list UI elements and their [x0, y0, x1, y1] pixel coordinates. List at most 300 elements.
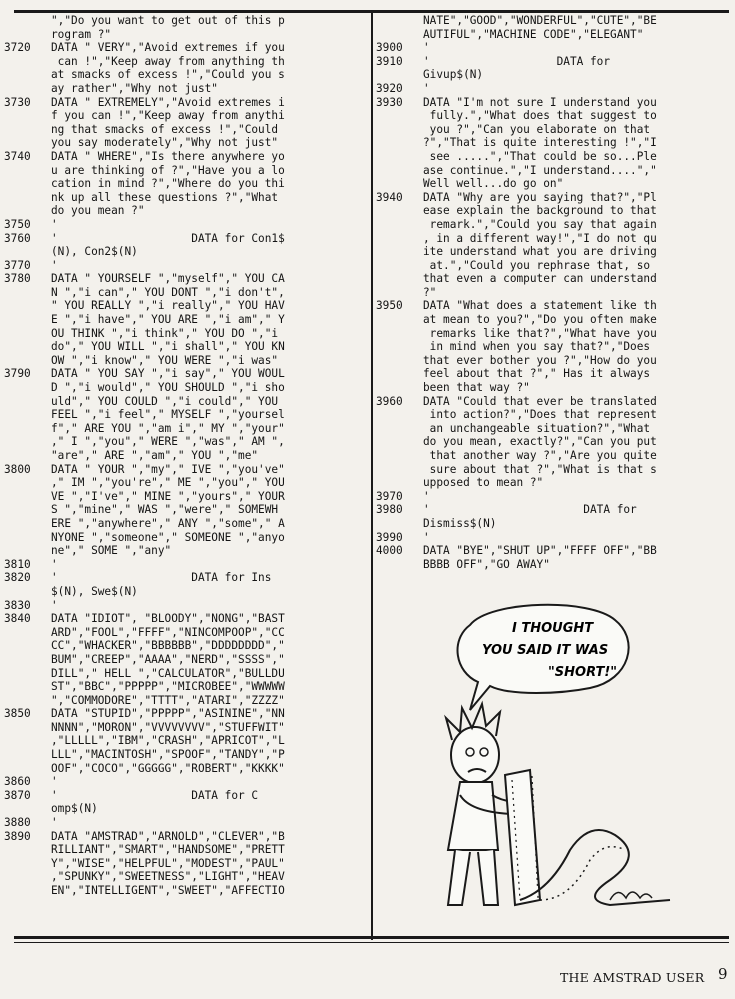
code-text: D ","i would"," YOU SHOULD ","i sho: [51, 381, 285, 395]
line-number: [4, 870, 51, 884]
code-line: [376, 259, 732, 273]
code-line: [4, 55, 364, 69]
code-line: [376, 245, 732, 259]
code-text: ite understand what you are driving: [423, 245, 657, 259]
code-line: [4, 830, 364, 844]
line-number: [376, 177, 423, 191]
code-text: DATA "Could that ever be translated: [423, 394, 657, 408]
code-text: NATE","GOOD","WONDERFUL","CUTE","BE: [423, 14, 657, 27]
code-text: ay rather","Why not just": [51, 81, 218, 95]
line-number: 3770: [4, 258, 31, 272]
code-line: [4, 503, 364, 517]
code-text: ," I ","you"," WERE ","was"," AM ",: [51, 435, 285, 449]
code-text: DATA " VERY","Avoid extremes if you: [51, 41, 285, 55]
line-number: 3870: [4, 788, 31, 802]
code-text: , in a different way!","I do not qu: [423, 231, 657, 245]
code-line: [376, 531, 732, 545]
code-text: E ","i have"," YOU ARE ","i am"," Y: [51, 313, 285, 327]
code-text: ?","That is quite interesting !","I: [423, 136, 657, 150]
line-number: 3860: [4, 775, 31, 789]
code-text: f you can !","Keep away from anythi: [51, 109, 285, 123]
code-line: [4, 313, 364, 327]
code-text: in mind when you say that?","Does: [423, 340, 651, 354]
code-text: Givup$(N): [423, 68, 484, 82]
line-number: [4, 449, 51, 463]
line-number: 3810: [4, 557, 31, 571]
code-text: ' DATA for: [423, 503, 637, 517]
code-line: [4, 734, 364, 748]
code-text: ': [51, 598, 58, 612]
code-text: ease explain the background to that: [423, 204, 657, 218]
code-text: Dismiss$(N): [423, 516, 497, 530]
code-text: DATA " EXTREMELY","Avoid extremes i: [51, 95, 285, 109]
line-number: [4, 721, 51, 735]
code-text: do you mean, exactly?","Can you put: [423, 435, 657, 449]
code-text: ne"," SOME ","any": [51, 544, 172, 558]
code-line: [4, 870, 364, 884]
code-line: [4, 164, 364, 178]
code-line: [376, 340, 732, 354]
code-line: [376, 286, 732, 300]
code-line: [4, 395, 364, 409]
line-number: [376, 286, 423, 300]
code-line: [4, 327, 364, 341]
code-text: sure about that ?","What is that s: [423, 462, 657, 476]
line-number: 3910: [376, 54, 403, 68]
line-number: [376, 408, 423, 422]
code-text: DATA "AMSTRAD","ARNOLD","CLEVER","B: [51, 829, 285, 843]
line-number: [4, 136, 51, 150]
line-number: [376, 28, 423, 42]
code-line: [376, 41, 732, 55]
line-number: [376, 340, 423, 354]
code-text: ase continue.","I understand....",": [423, 163, 657, 177]
line-number: [376, 272, 423, 286]
code-line: [4, 82, 364, 96]
right-column-listing: [376, 14, 732, 571]
code-text: S ","mine"," WAS ","were"," SOMEWH: [51, 503, 279, 517]
line-number: [4, 748, 51, 762]
line-number: [4, 313, 51, 327]
code-line: [376, 463, 732, 477]
code-line: [376, 96, 732, 110]
line-number: [376, 463, 423, 477]
code-text: at mean to you?","Do you often make: [423, 313, 657, 327]
code-line: [4, 884, 364, 898]
line-number: [4, 531, 51, 545]
code-line: [4, 626, 364, 640]
code-text: DATA "Why are you saying that?","Pl: [423, 190, 657, 204]
code-text: NNNN","MORON","VVVVVVVV","STUFFWIT": [51, 720, 285, 734]
code-line: [4, 775, 364, 789]
code-text: remark.","Could you say that again: [423, 217, 657, 231]
line-number: [4, 55, 51, 69]
code-text: see .....","That could be so...Ple: [423, 149, 657, 163]
code-text: ': [423, 81, 430, 95]
code-line: [4, 204, 364, 218]
line-number: 3980: [376, 503, 403, 517]
code-text: DATA " YOUR ","my"," IVE ","you've": [51, 462, 285, 476]
line-number: [376, 449, 423, 463]
line-number: [4, 14, 51, 28]
code-text: that another way ?","Are you quite: [423, 449, 657, 462]
code-line: [376, 408, 732, 422]
code-line: [376, 422, 732, 436]
line-number: [376, 422, 423, 436]
line-number: [376, 218, 423, 232]
code-text: ' DATA for C: [51, 788, 259, 802]
code-line: [4, 531, 364, 545]
code-line: [4, 463, 364, 477]
line-number: [4, 802, 51, 816]
code-text: VE ","I've"," MINE ","yours"," YOUR: [51, 489, 285, 503]
line-number: [4, 762, 51, 776]
code-line: [4, 571, 364, 585]
code-line: [4, 816, 364, 830]
code-line: [4, 762, 364, 776]
code-line: [4, 476, 364, 490]
code-text: ': [51, 775, 58, 789]
code-text: " YOU REALLY ","i really"," YOU HAV: [51, 299, 285, 313]
code-text: at smacks of excess !","Could you s: [51, 68, 285, 82]
code-line: [376, 28, 732, 42]
code-line: [376, 177, 732, 191]
code-text: Y","WISE","HELPFUL","MODEST","PAUL": [51, 856, 285, 870]
footer-page-number: 9: [718, 965, 728, 983]
bottom-rule: [14, 936, 729, 939]
line-number: [4, 109, 51, 123]
code-text: nk up all these questions ?","What: [51, 190, 279, 204]
line-number: [4, 476, 51, 490]
line-number: [4, 28, 51, 42]
code-text: been that way ?": [423, 381, 530, 395]
code-text: DATA " WHERE","Is there anywhere yo: [51, 149, 285, 163]
line-number: 3880: [4, 816, 31, 830]
code-text: ': [423, 41, 430, 55]
code-text: ,"LLLLL","IBM","CRASH","APRICOT","L: [51, 734, 285, 748]
code-line: [376, 218, 732, 232]
line-number: 3720: [4, 41, 31, 55]
line-number: [4, 843, 51, 857]
code-line: [4, 748, 364, 762]
line-number: [376, 327, 423, 341]
code-text: f"," ARE YOU ","am i"," MY ","your": [51, 421, 285, 435]
code-text: ' DATA for: [423, 54, 611, 68]
code-text: an unchangeable situation?","What: [423, 421, 651, 435]
line-number: [4, 381, 51, 395]
line-number: [4, 245, 51, 259]
code-line: [376, 272, 732, 286]
code-line: [4, 41, 364, 55]
code-text: BBBB OFF","GO AWAY": [423, 557, 550, 571]
code-text: feel about that ?"," Has it always: [423, 367, 651, 381]
line-number: [376, 367, 423, 381]
code-line: [4, 517, 364, 531]
code-text: EN","INTELLIGENT","SWEET","AFFECTIO: [51, 884, 285, 897]
code-text: ': [51, 217, 58, 231]
code-line: [376, 449, 732, 463]
code-line: [4, 354, 364, 368]
line-number: 3900: [376, 41, 403, 55]
line-number: 3890: [4, 829, 31, 843]
line-number: 3940: [376, 190, 403, 204]
code-line: [376, 164, 732, 178]
code-line: [4, 245, 364, 259]
bubble-line-2: YOU SAID IT WAS: [482, 643, 609, 658]
code-line: [4, 14, 364, 28]
code-line: [4, 150, 364, 164]
footer-publication-title: THE AMSTRAD USER: [560, 970, 705, 985]
line-number: [4, 299, 51, 313]
code-line: [4, 789, 364, 803]
code-text: $(N), Swe$(N): [51, 584, 138, 598]
code-text: Well well...do go on": [423, 177, 564, 191]
code-line: [4, 721, 364, 735]
line-number: [4, 857, 51, 871]
line-number: [4, 82, 51, 96]
code-text: that ever bother you ?","How do you: [423, 353, 657, 367]
code-line: [4, 653, 364, 667]
code-line: [4, 422, 364, 436]
code-text: LLL","MACINTOSH","SPOOF","TANDY","P: [51, 748, 285, 762]
code-line: [376, 204, 732, 218]
code-line: [4, 449, 364, 463]
bubble-line-3: "SHORT!": [548, 665, 618, 680]
line-number: 3740: [4, 149, 31, 163]
column-divider: [371, 10, 373, 940]
line-number: [376, 381, 423, 395]
line-number: [4, 286, 51, 300]
code-line: [4, 96, 364, 110]
left-column-listing: [4, 14, 364, 898]
line-number: 3850: [4, 707, 31, 721]
code-text: that even a computer can understand: [423, 272, 657, 286]
code-text: ST","BBC","PPPPP","MICROBEE","WWWWW: [51, 680, 285, 694]
line-number: 3820: [4, 571, 31, 585]
code-text: cation in mind ?","Where do you thi: [51, 177, 285, 191]
line-number: 4000: [376, 544, 403, 558]
code-line: [376, 68, 732, 82]
line-number: [376, 14, 423, 28]
line-number: [376, 232, 423, 246]
line-number: [4, 734, 51, 748]
code-text: OU THINK ","i think"," YOU DO ","i: [51, 326, 279, 340]
code-line: [4, 28, 364, 42]
code-line: [376, 558, 732, 572]
code-text: RILLIANT","SMART","HANDSOME","PRETT: [51, 843, 285, 857]
code-line: [4, 857, 364, 871]
code-line: [376, 232, 732, 246]
line-number: [376, 435, 423, 449]
line-number: [4, 123, 51, 137]
code-line: [4, 558, 364, 572]
line-number: [376, 517, 423, 531]
line-number: [4, 395, 51, 409]
code-line: [4, 136, 364, 150]
code-line: [4, 299, 364, 313]
line-number: [4, 544, 51, 558]
code-line: [376, 395, 732, 409]
code-line: [376, 150, 732, 164]
code-text: ': [51, 258, 58, 272]
code-line: [376, 327, 732, 341]
code-line: [376, 476, 732, 490]
code-line: [376, 367, 732, 381]
code-text: ': [423, 530, 430, 544]
code-text: N ","i can"," YOU DONT ","i don't",: [51, 285, 285, 299]
code-line: [4, 68, 364, 82]
code-line: [4, 544, 364, 558]
line-number: [4, 490, 51, 504]
line-number: [4, 204, 51, 218]
code-text: ERE ","anywhere"," ANY ","some"," A: [51, 516, 285, 530]
line-number: [376, 136, 423, 150]
code-text: ': [51, 557, 58, 571]
code-text: ' DATA for Con1$: [51, 231, 285, 245]
code-line: [4, 177, 364, 191]
line-number: [376, 109, 423, 123]
code-text: OW ","i know"," YOU WERE ","i was": [51, 353, 279, 367]
line-number: 3990: [376, 530, 403, 544]
code-line: [376, 55, 732, 69]
code-line: [376, 136, 732, 150]
line-number: 3950: [376, 299, 403, 313]
code-text: fully.","What does that suggest to: [423, 109, 657, 123]
line-number: [4, 626, 51, 640]
code-text: remarks like that?","What have you: [423, 326, 657, 340]
code-line: [376, 313, 732, 327]
code-line: [4, 340, 364, 354]
code-line: [376, 14, 732, 28]
line-number: 3790: [4, 367, 31, 381]
line-number: [376, 123, 423, 137]
code-line: [4, 272, 364, 286]
code-text: u are thinking of ?","Have you a lo: [51, 163, 285, 177]
line-number: 3970: [376, 489, 403, 503]
line-number: [376, 476, 423, 490]
bottom-rule-thin: [14, 942, 729, 943]
code-line: [4, 259, 364, 273]
code-text: DATA "What does a statement like th: [423, 299, 657, 313]
code-text: do"," YOU WILL ","i shall"," YOU KN: [51, 340, 285, 354]
line-number: [4, 653, 51, 667]
code-text: ': [423, 489, 430, 503]
line-number: [4, 327, 51, 341]
code-line: [376, 109, 732, 123]
code-line: [376, 381, 732, 395]
line-number: 3830: [4, 598, 31, 612]
code-text: ng that smacks of excess !","Could: [51, 122, 279, 136]
line-number: 3760: [4, 231, 31, 245]
line-number: [4, 191, 51, 205]
code-line: [4, 585, 364, 599]
line-number: [4, 422, 51, 436]
code-text: DATA " YOURSELF ","myself"," YOU CA: [51, 272, 285, 286]
code-line: [376, 503, 732, 517]
code-text: BUM","CREEP","AAAA","NERD","SSSS",": [51, 652, 285, 666]
code-text: DATA "IDIOT", "BLOODY","NONG","BAST: [51, 612, 285, 626]
line-number: [4, 884, 51, 898]
code-text: FEEL ","i feel"," MYSELF ","yoursel: [51, 408, 285, 422]
code-text: NYONE ","someone"," SOMEONE ","anyo: [51, 530, 285, 544]
code-line: [376, 354, 732, 368]
code-text: into action?","Does that represent: [423, 408, 657, 422]
line-number: [376, 259, 423, 273]
code-text: CC","WHACKER","BBBBBB","DDDDDDDD",": [51, 639, 285, 653]
line-number: 3930: [376, 95, 403, 109]
line-number: [4, 667, 51, 681]
code-line: [376, 299, 732, 313]
code-text: upposed to mean ?": [423, 476, 544, 490]
code-text: ?": [423, 285, 437, 299]
code-line: [376, 123, 732, 137]
line-number: [4, 503, 51, 517]
code-line: [4, 232, 364, 246]
code-line: [4, 109, 364, 123]
code-line: [4, 286, 364, 300]
code-line: [4, 408, 364, 422]
line-number: [4, 435, 51, 449]
cartoon-man-with-printout-icon: [400, 600, 700, 920]
code-line: [4, 707, 364, 721]
line-number: 3730: [4, 95, 31, 109]
code-line: [376, 435, 732, 449]
code-text: (N), Con2$(N): [51, 245, 138, 259]
bubble-line-1: I THOUGHT: [512, 621, 594, 636]
code-text: ARD","FOOL","FFFF","NINCOMPOOP","CC: [51, 625, 285, 639]
code-line: [4, 435, 364, 449]
code-text: DATA "STUPID","PPPPP","ASININE","NN: [51, 707, 285, 721]
line-number: [376, 204, 423, 218]
line-number: [376, 558, 423, 572]
code-text: ': [51, 816, 58, 830]
line-number: 3840: [4, 612, 31, 626]
code-line: [4, 680, 364, 694]
line-number: [376, 150, 423, 164]
line-number: 3960: [376, 394, 403, 408]
code-text: ","Do you want to get out of this p: [51, 14, 285, 27]
line-number: 3800: [4, 462, 31, 476]
code-line: [4, 490, 364, 504]
line-number: [4, 517, 51, 531]
code-text: omp$(N): [51, 802, 98, 816]
line-number: 3920: [376, 81, 403, 95]
line-number: [4, 340, 51, 354]
code-text: "are"," ARE ","am"," YOU ","me": [51, 449, 259, 462]
code-text: ,"SPUNKY","SWEETNESS","LIGHT","HEAV: [51, 870, 285, 884]
line-number: [4, 680, 51, 694]
code-line: [4, 381, 364, 395]
line-number: 3750: [4, 217, 31, 231]
code-text: do you mean ?": [51, 204, 145, 218]
code-line: [376, 82, 732, 96]
code-line: [4, 843, 364, 857]
line-number: [376, 68, 423, 82]
code-text: ' DATA for Ins: [51, 571, 272, 585]
code-line: [4, 367, 364, 381]
code-line: [4, 639, 364, 653]
code-text: OOF","COCO","GGGGG","ROBERT","KKKK": [51, 761, 285, 775]
code-text: uld"," YOU COULD ","i could"," YOU: [51, 394, 279, 408]
code-text: DATA "BYE","SHUT UP","FFFF OFF","BB: [423, 544, 657, 558]
code-line: [376, 191, 732, 205]
code-line: [4, 218, 364, 232]
code-line: [4, 123, 364, 137]
code-text: ","COMMODORE","TTTT","ATARI","ZZZZ": [51, 693, 285, 707]
code-line: [4, 802, 364, 816]
code-line: [4, 694, 364, 708]
code-text: can !","Keep away from anything th: [51, 54, 285, 68]
